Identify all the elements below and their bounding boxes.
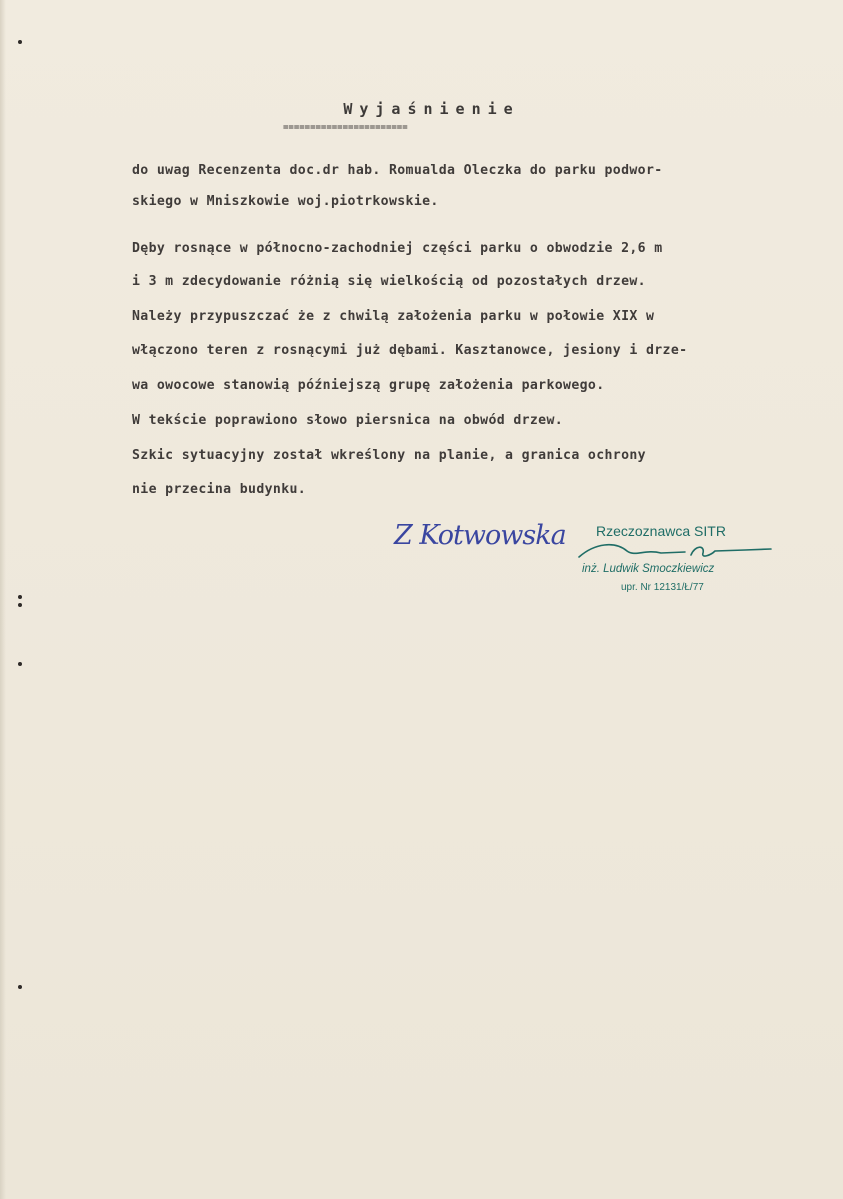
body-line-9: Szkic sytuacyjny został wkreślony na planie, a granica ochrony [132,448,646,463]
body-line-6: włączono teren z rosnącymi już dębami. Kasztanowce, jesiony i drze- [132,343,688,358]
punch-hole-mark [18,595,22,599]
document-title: Wyjaśnienie [343,100,520,118]
body-line-3: Dęby rosnące w północno-zachodniej części parku o obwodzie 2,6 m [132,241,663,256]
punch-hole-mark [18,662,22,666]
body-line-1: do uwag Recenzenta doc.dr hab. Romualda Oleczka do parku podwor- [132,163,663,178]
punch-hole-mark [18,40,22,44]
stamp-name: inż. Ludwik Smoczkiewicz [582,563,715,575]
punch-hole-mark [18,985,22,989]
page-edge-shadow [0,0,6,1199]
body-line-5: Należy przypuszczać że z chwilą założenia parku w połowie XIX w [132,309,655,324]
title-underline: ======================= [283,123,408,133]
body-line-4: i 3 m zdecydowanie różnią się wielkością od pozostałych drzew. [132,274,646,289]
stamp-registration: upr. Nr 12131/Ł/77 [621,582,704,593]
stamp-title: Rzeczoznawca SITR [596,523,726,539]
handwritten-signature: Z Kotwowska [394,520,566,551]
body-line-8: W tekście poprawiono słowo piersnica na obwód drzew. [132,413,564,428]
stamp-signature-scribble [575,537,775,565]
body-line-7: wa owocowe stanowią późniejszą grupę założenia parkowego. [132,378,605,393]
body-line-10: nie przecina budynku. [132,482,307,497]
body-line-2: skiego w Mniszkowie woj.piotrkowskie. [132,194,439,209]
punch-hole-mark [18,603,22,607]
